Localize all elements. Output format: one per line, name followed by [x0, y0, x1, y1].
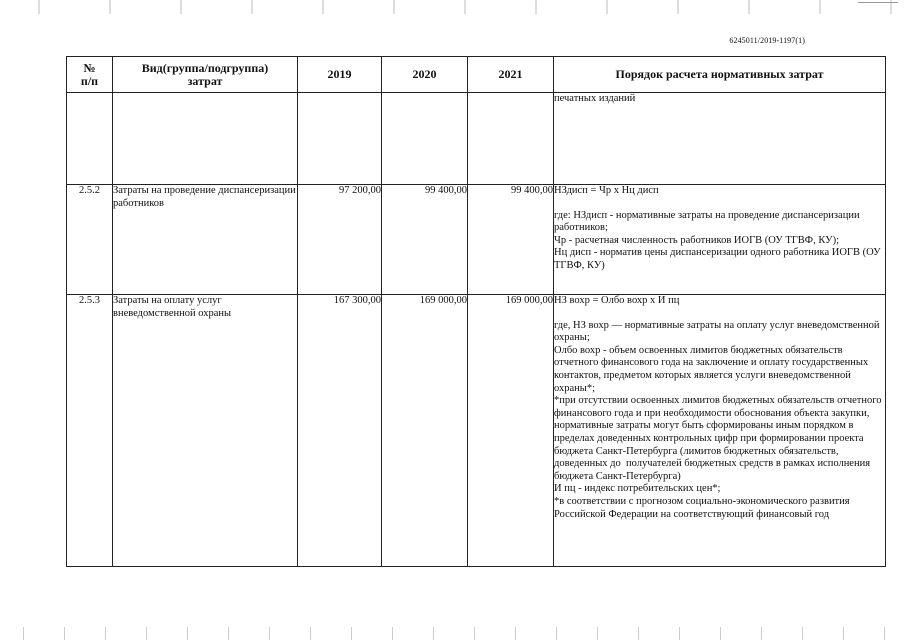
cost-type [113, 93, 298, 185]
value-2019: 167 300,00 [298, 295, 382, 567]
normative-costs-table [66, 56, 886, 567]
value-2020 [382, 93, 468, 185]
table-header-row [67, 57, 886, 93]
calc-line: НЗ вохр = Олбо вохр х И пц [554, 295, 680, 306]
header-2021: 2021 [468, 57, 554, 93]
cost-type: Затраты на оплату услуг вневедомственной охраны [113, 295, 298, 567]
calc-line: Нц дисп - норматив цены диспансеризации одного работника ИОГВ (ОУ ТГВФ, КУ) [554, 247, 884, 271]
document-code: 6245011/2019-1197(1) [729, 36, 805, 45]
value-2021: 99 400,00 [468, 185, 554, 295]
table-row [67, 295, 886, 567]
calc-line: *в соответствии с прогнозом социально-экономического развития Российской Федерации на соответствующий финансовый год [554, 495, 853, 520]
value-2021 [468, 93, 554, 185]
value-2020: 99 400,00 [382, 185, 468, 295]
calc-line: где, НЗ вохр — нормативные затраты на оплату услуг вневедомственной охраны; [554, 319, 883, 344]
calc-line: Чр - расчетная численность работников ИОГВ (ОУ ТГВФ, КУ); [554, 234, 839, 246]
paragraph-gap [554, 198, 885, 210]
calculation-procedure [554, 185, 886, 295]
table-row [67, 93, 886, 185]
calc-line: *при отсутствии освоенных лимитов бюджетных обязательств отчетного финансового года и при необходимости обоснования объекта закупки, нормативные затраты могут быть сформированы иным порядком в пределах доведенных контрольных цифр при формировании проекта бюджета Санкт-Петербурга (лимитов бюджетных обязательств, доведенных до получателей бюджетных средств в рамках исполнения бюджета Санкт-Петербурга) [554, 395, 885, 482]
row-number: 2.5.2 [67, 185, 113, 295]
header-num: № п/п [67, 57, 113, 93]
value-2021: 169 000,00 [468, 295, 554, 567]
calc-line: где: НЗдисп - нормативные затраты на проведение диспансеризации работников; [554, 209, 863, 234]
scan-artifact-bottom [0, 627, 905, 640]
value-2019 [298, 93, 382, 185]
header-2020: 2020 [382, 57, 468, 93]
calc-line: Олбо вохр - объем освоенных лимитов бюджетных обязательств отчетного финансового года на заключение и оплату государственных контактов, предметом которых является услуги вневедомственной охраны*; [554, 344, 871, 394]
header-calc: Порядок расчета нормативных затрат [554, 57, 886, 93]
calc-line: печатных изданий [554, 93, 636, 104]
table-row [67, 185, 886, 295]
calculation-procedure [554, 93, 886, 185]
paragraph-gap [554, 308, 885, 320]
value-2020: 169 000,00 [382, 295, 468, 567]
scan-artifact-top [0, 0, 905, 14]
calc-line: И пц - индекс потребительских цен*; [554, 483, 721, 495]
header-type: Вид(группа/подгруппа) затрат [113, 57, 298, 93]
header-2019: 2019 [298, 57, 382, 93]
row-number [67, 93, 113, 185]
cost-type: Затраты на проведение диспансеризации работников [113, 185, 298, 295]
calc-line: НЗдисп = Чр х Нц дисп [554, 185, 659, 196]
value-2019: 97 200,00 [298, 185, 382, 295]
calculation-procedure [554, 295, 886, 567]
row-number: 2.5.3 [67, 295, 113, 567]
